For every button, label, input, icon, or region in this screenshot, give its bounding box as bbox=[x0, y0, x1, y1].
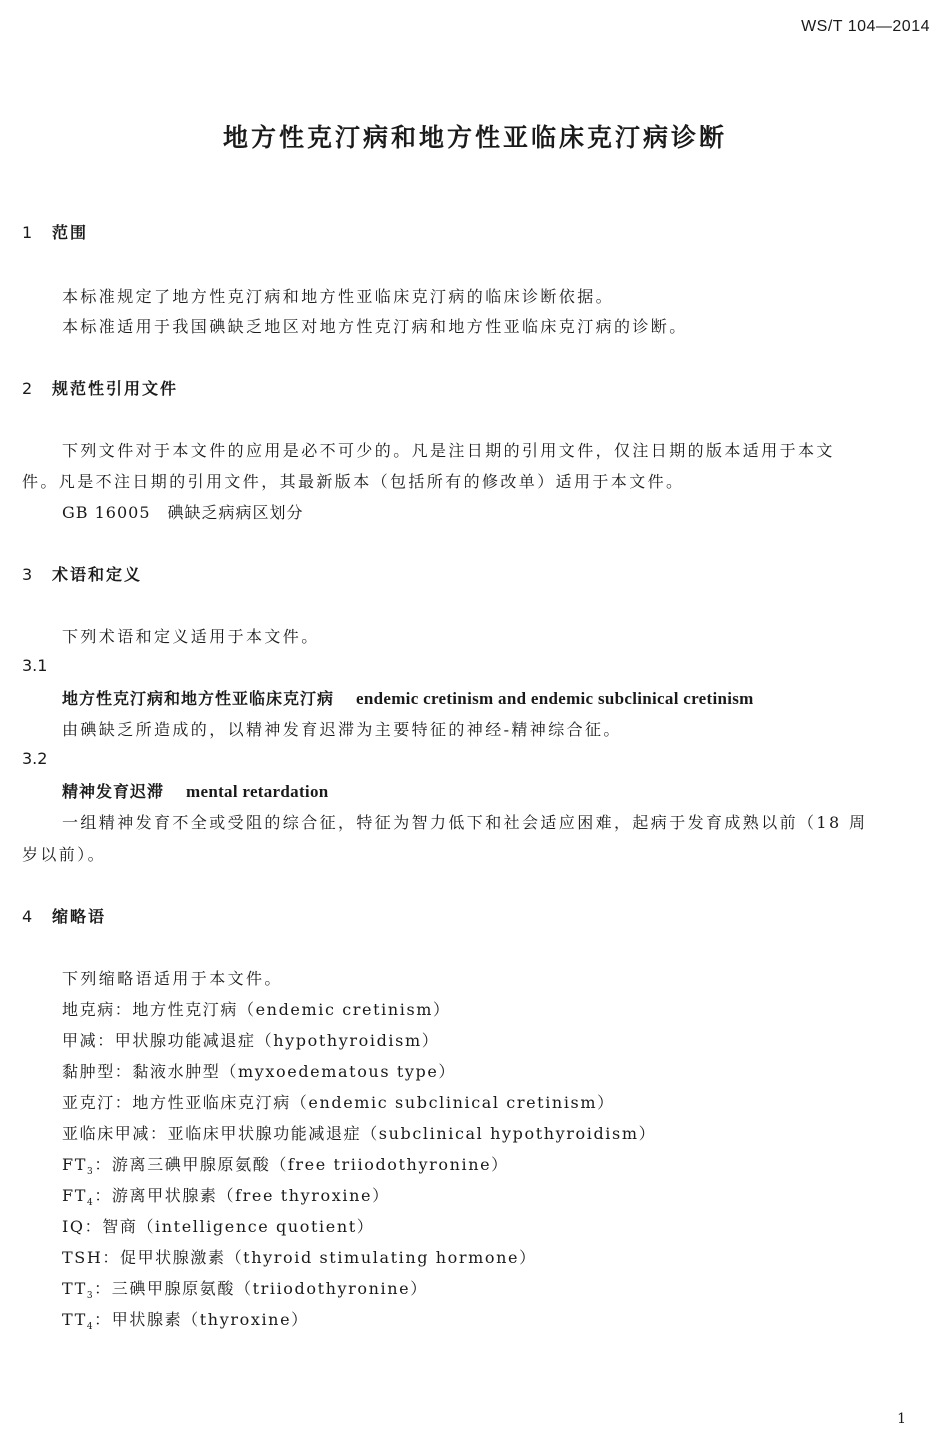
abbreviation-item: TSH：促甲状腺激素（thyroid stimulating hormone） bbox=[62, 1248, 537, 1267]
abbreviation-item: 黏肿型：黏液水肿型（myxoedematous type） bbox=[62, 1062, 457, 1081]
term-3-2 bbox=[62, 779, 329, 802]
paragraph: 本标准规定了地方性克汀病和地方性亚临床克汀病的临床诊断依据。 bbox=[62, 287, 615, 306]
abbr-prefix: FT bbox=[62, 1155, 87, 1174]
abbreviation-item: 亚临床甲减：亚临床甲状腺功能减退症（subclinical hypothyroidism） bbox=[62, 1124, 657, 1143]
section-title: 规范性引用文件 bbox=[52, 379, 179, 398]
abbr-prefix: TT bbox=[62, 1310, 87, 1329]
term-english: endemic cretinism and endemic subclinical cretinism bbox=[356, 689, 754, 708]
section-number: 1 bbox=[22, 223, 35, 242]
abbreviation-item bbox=[62, 1183, 390, 1208]
paragraph: 下列文件对于本文件的应用是必不可少的。凡是注日期的引用文件，仅注日期的版本适用于本文 bbox=[62, 441, 835, 460]
term-3-1 bbox=[62, 686, 754, 709]
term-english: mental retardation bbox=[186, 782, 329, 801]
abbr-definition: ：游离甲状腺素（free thyroxine） bbox=[94, 1186, 390, 1205]
abbr-subscript: 3 bbox=[86, 1167, 95, 1178]
standard-code: WS/T 104—2014 bbox=[801, 18, 930, 35]
abbr-definition: ：三碘甲腺原氨酸（triiodothyronine） bbox=[94, 1279, 428, 1298]
term-definition-continuation: 岁以前）。 bbox=[22, 845, 107, 864]
section-3-heading bbox=[22, 562, 142, 585]
term-chinese: 地方性克汀病和地方性亚临床克汀病 bbox=[62, 689, 335, 708]
section-number: 3 bbox=[22, 565, 35, 584]
abbreviation-item bbox=[62, 1152, 509, 1177]
abbr-subscript: 4 bbox=[86, 1322, 95, 1333]
abbr-prefix: FT bbox=[62, 1186, 87, 1205]
abbr-subscript: 4 bbox=[86, 1198, 95, 1209]
section-4-heading bbox=[22, 904, 106, 927]
section-number: 4 bbox=[22, 907, 35, 926]
section-1-heading bbox=[22, 220, 88, 243]
section-title: 范围 bbox=[52, 223, 89, 242]
term-chinese: 精神发育迟滞 bbox=[62, 782, 165, 801]
section-title: 术语和定义 bbox=[52, 565, 143, 584]
paragraph-continuation: 件。凡是不注日期的引用文件，其最新版本（包括所有的修改单）适用于本文件。 bbox=[22, 472, 685, 491]
section-2-heading bbox=[22, 376, 178, 399]
term-number: 3.1 bbox=[22, 656, 48, 675]
abbr-subscript: 3 bbox=[86, 1291, 95, 1302]
abbreviation-item: 亚克汀：地方性亚临床克汀病（endemic subclinical cretinism） bbox=[62, 1093, 615, 1112]
abbreviation-item bbox=[62, 1276, 428, 1301]
abbr-prefix: TT bbox=[62, 1279, 87, 1298]
term-definition: 由碘缺乏所造成的，以精神发育迟滞为主要特征的神经-精神综合征。 bbox=[62, 720, 622, 739]
page-number: 1 bbox=[897, 1411, 906, 1427]
abbr-definition: ：甲状腺素（thyroxine） bbox=[94, 1310, 309, 1329]
paragraph: 本标准适用于我国碘缺乏地区对地方性克汀病和地方性亚临床克汀病的诊断。 bbox=[62, 317, 688, 336]
document-title: 地方性克汀病和地方性亚临床克汀病诊断 bbox=[222, 123, 727, 152]
abbreviation-item: IQ：智商（intelligence quotient） bbox=[62, 1217, 375, 1236]
term-definition: 一组精神发育不全或受阻的综合征，特征为智力低下和社会适应困难，起病于发育成熟以前（18 周 bbox=[62, 813, 868, 832]
abbreviation-item bbox=[62, 1307, 309, 1332]
abbreviation-item: 甲减：甲状腺功能减退症（hypothyroidism） bbox=[62, 1031, 440, 1050]
section-number: 2 bbox=[22, 379, 35, 398]
section-title: 缩略语 bbox=[52, 907, 107, 926]
paragraph: 下列缩略语适用于本文件。 bbox=[62, 969, 283, 988]
abbreviation-item: 地克病：地方性克汀病（endemic cretinism） bbox=[62, 1000, 451, 1019]
normative-reference: GB 16005 碘缺乏病病区划分 bbox=[62, 503, 304, 522]
term-number: 3.2 bbox=[22, 749, 48, 768]
abbr-definition: ：游离三碘甲腺原氨酸（free triiodothyronine） bbox=[94, 1155, 509, 1174]
paragraph: 下列术语和定义适用于本文件。 bbox=[62, 627, 320, 646]
